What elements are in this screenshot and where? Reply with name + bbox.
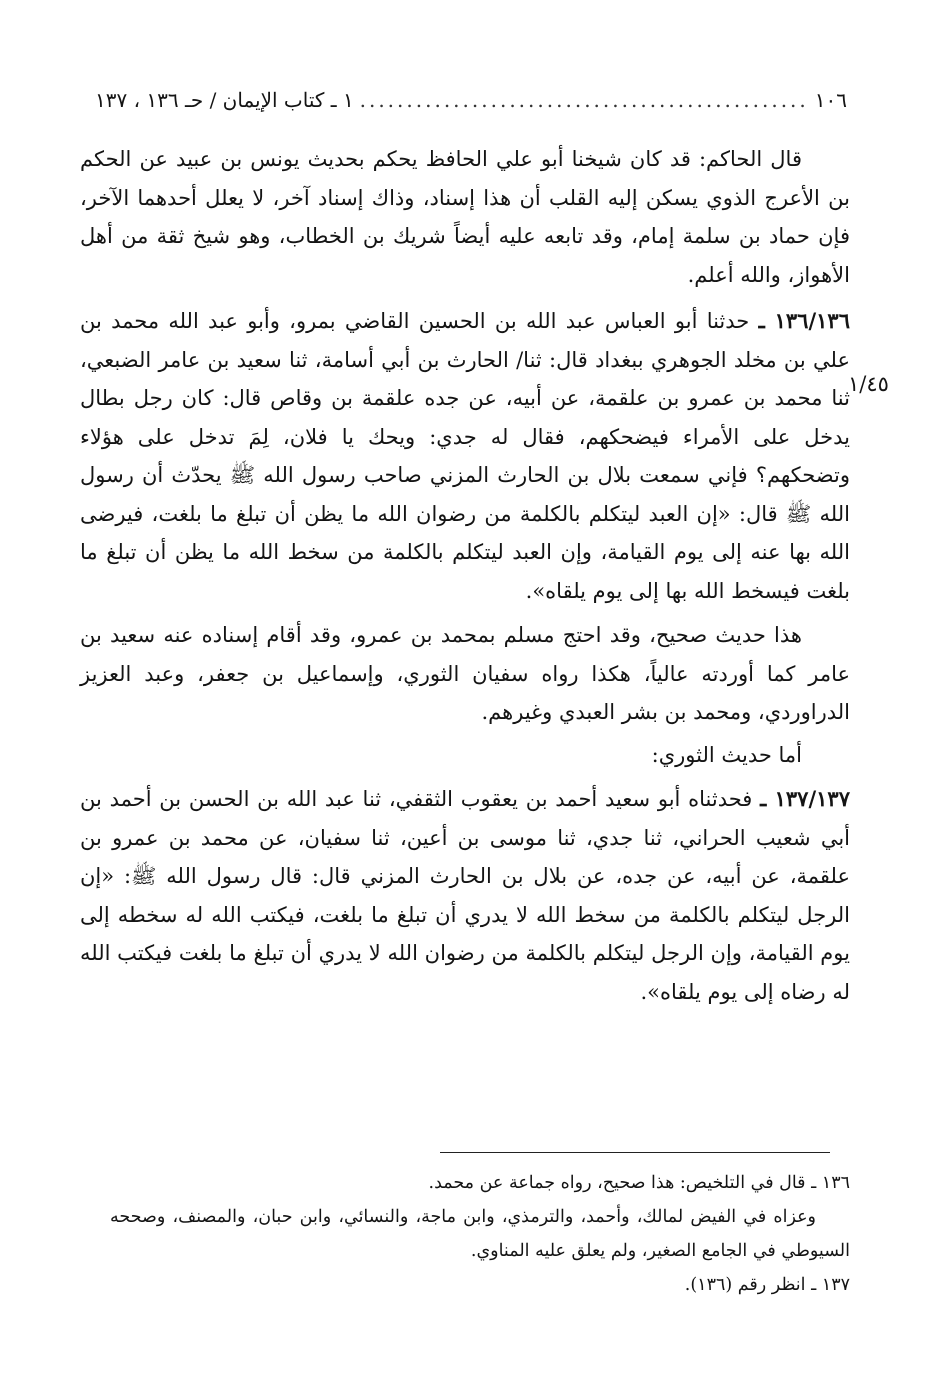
paragraph-grading: هذا حديث صحيح، وقد احتج مسلم بمحمد بن عمرو، وقد أقام إسناده عنه سعيد بن عامر كما أوردته عالياً، هكذا رواه سفيان الثوري، وإسماعيل بن جعفر، وعبد العزيز الدراوردي، ومحمد بن بشر العبدي وغيرهم. [80,623,850,724]
running-title: ١ ـ كتاب الإيمان / حـ ١٣٦ ، ١٣٧ [95,88,354,112]
paragraph-thawri-heading: أما حديث الثوري: [651,742,802,767]
footnote-136: ١٣٦ ـ قال في التلخيص: هذا صحيح، رواه جماعة عن محمد. [428,1173,850,1193]
header-leader-dots [360,88,809,112]
hadith-number: ١٣٧/١٣٧ ـ [760,786,850,811]
hadith-text: حدثنا أبو العباس عبد الله بن الحسين القاضي بمرو، وأبو عبد الله محمد بن علي بن مخلد الجوهري ببغداد قال: ثنا/ الحارث بن أبي أسامة، ثنا سعيد بن عامر الضبعي، ثنا محمد بن عمرو بن علقمة، عن أبيه، عن جده علقمة بن وقاص قال: كان رجل بطال يدخل على الأمراء فيضحكهم، فقال له جدي: ويحك يا فلان، لِمَ تدخل على هؤلاء وتضحكهم؟ فإني سمعت بلال بن الحارث المزني صاحب رسول الله ﷺ يحدّث أن رسول الله ﷺ قال: «إن العبد ليتكلم بالكلمة من رضوان الله ما يظن أن تبلغ ما بلغت، فيرضى الله بها عنه إلى يوم القيامة، وإن العبد ليتكلم بالكلمة من سخط الله ما يظن أن تبلغ ما بلغت فيسخط الله بها إلى يوم يلقاه». [80,309,850,603]
footnote-136-continued: وعزاه في الفيض لمالك، وأحمد، والترمذي، وابن ماجة، والنسائي، وابن حبان، والمصنف، وصححه السيوطي في الجامع الصغير، ولم يعلق عليه المناوي. [110,1207,850,1261]
hadith-text: فحدثناه أبو سعيد أحمد بن يعقوب الثقفي، ثنا عبد الله بن الحسن بن أحمد بن أبي شعيب الحراني، ثنا جدي، ثنا موسى بن أعين، ثنا سفيان، عن محمد بن عمرو بن علقمة، عن أبيه، عن جده، عن بلال بن الحارث المزني قال: قال رسول الله ﷺ: «إن الرجل ليتكلم بالكلمة من سخط الله لا يدري أن تبلغ ما بلغت، فيكتب الله له سخطه إلى يوم القيامة، وإن الرجل ليتكلم بالكلمة من رضوان الله لا يدري أن تبلغ ما بلغت فيكتب الله له رضاه إلى يوم يلقاه». [80,787,850,1004]
footnote-separator [440,1152,830,1153]
hadith-number: ١٣٦/١٣٦ ـ [758,308,850,333]
running-header [95,88,847,120]
footnote-137: ١٣٧ ـ انظر رقم (١٣٦). [684,1275,850,1295]
hadith-137 [80,780,850,1011]
page-number: ١٠٦ [814,88,847,112]
hadith-136 [80,302,850,610]
footnotes [110,1166,850,1302]
paragraph-hakim-comment: قال الحاكم: قد كان شيخنا أبو علي الحافظ يحكم بحديث يونس بن عبيد عن الحكم بن الأعرج الذوي يسكن إليه القلب أن هذا إسناد، وذاك إسناد آخر، لا يعلل أحدهما الآخر، فإن حماد بن سلمة إمام، وقد تابعه عليه أيضاً شريك بن الخطاب، وهو شيخ ثقة من أهل الأهواز، والله أعلم. [80,147,850,287]
margin-folio-note: ١/٤٥ [848,372,889,396]
main-text [80,140,850,1011]
